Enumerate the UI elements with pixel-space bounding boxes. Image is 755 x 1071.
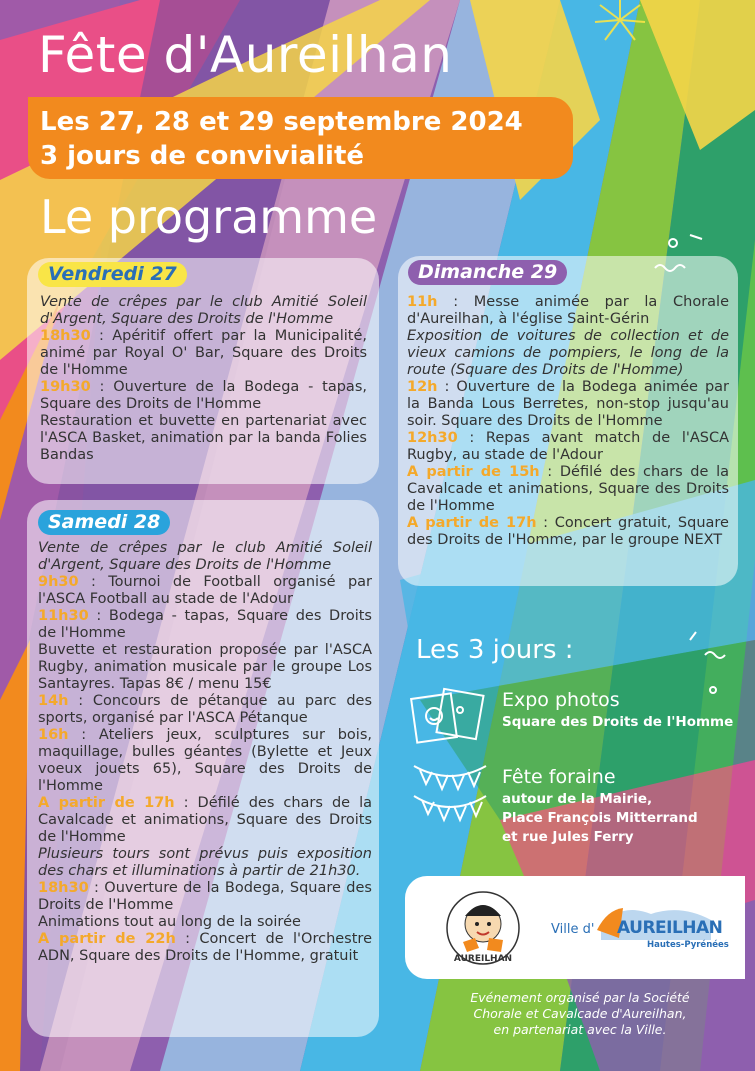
expo-title: Expo photos — [502, 689, 620, 711]
page-title: Fête d'Aureilhan — [38, 26, 453, 84]
event-text: : Concert gratuit, Square des Droits de l'Homme, par le groupe NEXT — [407, 515, 729, 548]
friday-label: Vendredi 27 — [38, 262, 187, 287]
event-time: 9h30 — [38, 574, 79, 590]
event-text: : Ateliers jeux, sculptures sur bois, maquillage, bulles géantes (Bylette et Jeux voeux jouets 65), Square des Droits de l'Homme — [38, 727, 372, 794]
event-item — [40, 379, 367, 413]
event-text: : Ouverture de la Bodega animée par la Banda Lous Berretes, non-stop jusqu'au soir. Square des Droits de l'Homme — [407, 379, 729, 429]
event-time: A partir de 17h — [407, 515, 537, 531]
programme-heading: Le programme — [40, 190, 378, 244]
event-item — [407, 379, 729, 430]
event-time: 18h30 — [40, 328, 91, 344]
date-banner — [28, 97, 573, 179]
tagline: 3 jours de convivialité — [40, 141, 365, 171]
event-text: : Messe animée par la Chorale d'Aureilhan, à l'église Saint-Gérin — [407, 294, 729, 327]
saturday-label: Samedi 28 — [38, 510, 170, 535]
expo-location: Square des Droits de l'Homme — [502, 714, 734, 730]
three-days-heading: Les 3 jours : — [416, 635, 574, 665]
footer-line: Chorale et Cavalcade d'Aureilhan, — [473, 1006, 687, 1021]
chorale-logo-name: AUREILHAN — [453, 954, 513, 964]
event-time: 16h — [38, 727, 69, 743]
photo-frame-icon — [410, 686, 486, 746]
fair-location-1: autour de la Mairie, — [502, 791, 653, 807]
event-time: 19h30 — [40, 379, 91, 395]
bunting-icon — [410, 760, 490, 832]
event-item — [407, 464, 729, 515]
event-item — [38, 608, 372, 642]
event-time: 14h — [38, 693, 69, 709]
event-time: 12h — [407, 379, 438, 395]
event-time: 18h30 — [38, 880, 89, 896]
event-time: 12h30 — [407, 430, 458, 446]
event-text: : Concert de l'Orchestre ADN, Square des Droits de l'Homme, gratuit — [38, 931, 372, 964]
event-text: : Tournoi de Football organisé par l'ASCA Football au stade de l'Adour — [38, 574, 372, 607]
event-text: Vente de crêpes par le club Amitié Soleil d'Argent, Square des Droits de l'Homme — [40, 294, 367, 327]
event-text: : Ouverture de la Bodega - tapas, Square des Droits de l'Homme — [40, 379, 367, 412]
event-item — [407, 430, 729, 464]
footer-line: en partenariat avec la Ville. — [493, 1022, 667, 1037]
fair-title: Fête foraine — [502, 766, 616, 788]
event-time: 11h — [407, 294, 438, 310]
event-item — [38, 880, 372, 914]
event-text: Exposition de voitures de collection et de vieux camions de pompiers, le long de la route (Square des Droits de l'Homme) — [407, 328, 729, 378]
event-text: : Bodega - tapas, Square des Droits de l'Homme — [38, 608, 372, 641]
date-line: Les 27, 28 et 29 septembre 2024 — [40, 107, 523, 137]
event-text: Buvette et restauration proposée par l'ASCA Rugby, animation musicale par le groupe Los Santayres. Tapas 8€ / menu 15€ — [38, 642, 372, 692]
ville-name: AUREILHAN — [617, 918, 723, 938]
partner-logos — [405, 876, 745, 979]
friday-program — [40, 294, 367, 464]
sunday-label: Dimanche 29 — [408, 260, 567, 285]
event-item — [38, 795, 372, 846]
event-item — [407, 294, 729, 328]
event-item — [38, 931, 372, 965]
event-item — [407, 515, 729, 549]
event-item — [38, 727, 372, 795]
fair-location-3: et rue Jules Ferry — [502, 829, 634, 845]
event-time: A partir de 22h — [38, 931, 176, 947]
fair-location-2: Place François Mitterrand — [502, 810, 698, 826]
saturday-program — [38, 540, 372, 965]
event-time: A partir de 17h — [38, 795, 175, 811]
event-item — [40, 328, 367, 379]
event-time: A partir de 15h — [407, 464, 540, 480]
event-text: Restauration et buvette en partenariat avec l'ASCA Basket, animation par la banda Folies Bandas — [40, 413, 367, 463]
event-text: : Repas avant match de l'ASCA Rugby, au stade de l'Adour — [407, 430, 729, 463]
footer-credit — [420, 990, 740, 1038]
event-item — [38, 693, 372, 727]
event-text: : Défilé des chars de la Cavalcade et animations, Square des Droits de l'Homme — [38, 795, 372, 845]
footer-line: Evénement organisé par la Société — [470, 990, 690, 1005]
event-text: : Défilé des chars de la Cavalcade et animations, Square des Droits de l'Homme — [407, 464, 729, 514]
ville-region: Hautes-Pyrénées — [647, 940, 729, 950]
ville-prefix: Ville d' — [551, 922, 595, 937]
event-item — [38, 574, 372, 608]
event-text: : Apéritif offert par la Municipalité, animé par Royal O' Bar, Square des Droits de l'Homme — [40, 328, 367, 378]
event-text: Animations tout au long de la soirée — [38, 914, 301, 930]
sunday-program — [407, 294, 729, 549]
event-time: 11h30 — [38, 608, 89, 624]
event-text: : Ouverture de la Bodega, Square des Droits de l'Homme — [38, 880, 372, 913]
event-text: : Concours de pétanque au parc des sports, organisé par l'ASCA Pétanque — [38, 693, 372, 726]
event-text: Plusieurs tours sont prévus puis exposition des chars et illuminations à partir de 21h30. — [38, 846, 372, 879]
event-text: Vente de crêpes par le club Amitié Soleil d'Argent, Square des Droits de l'Homme — [38, 540, 372, 573]
